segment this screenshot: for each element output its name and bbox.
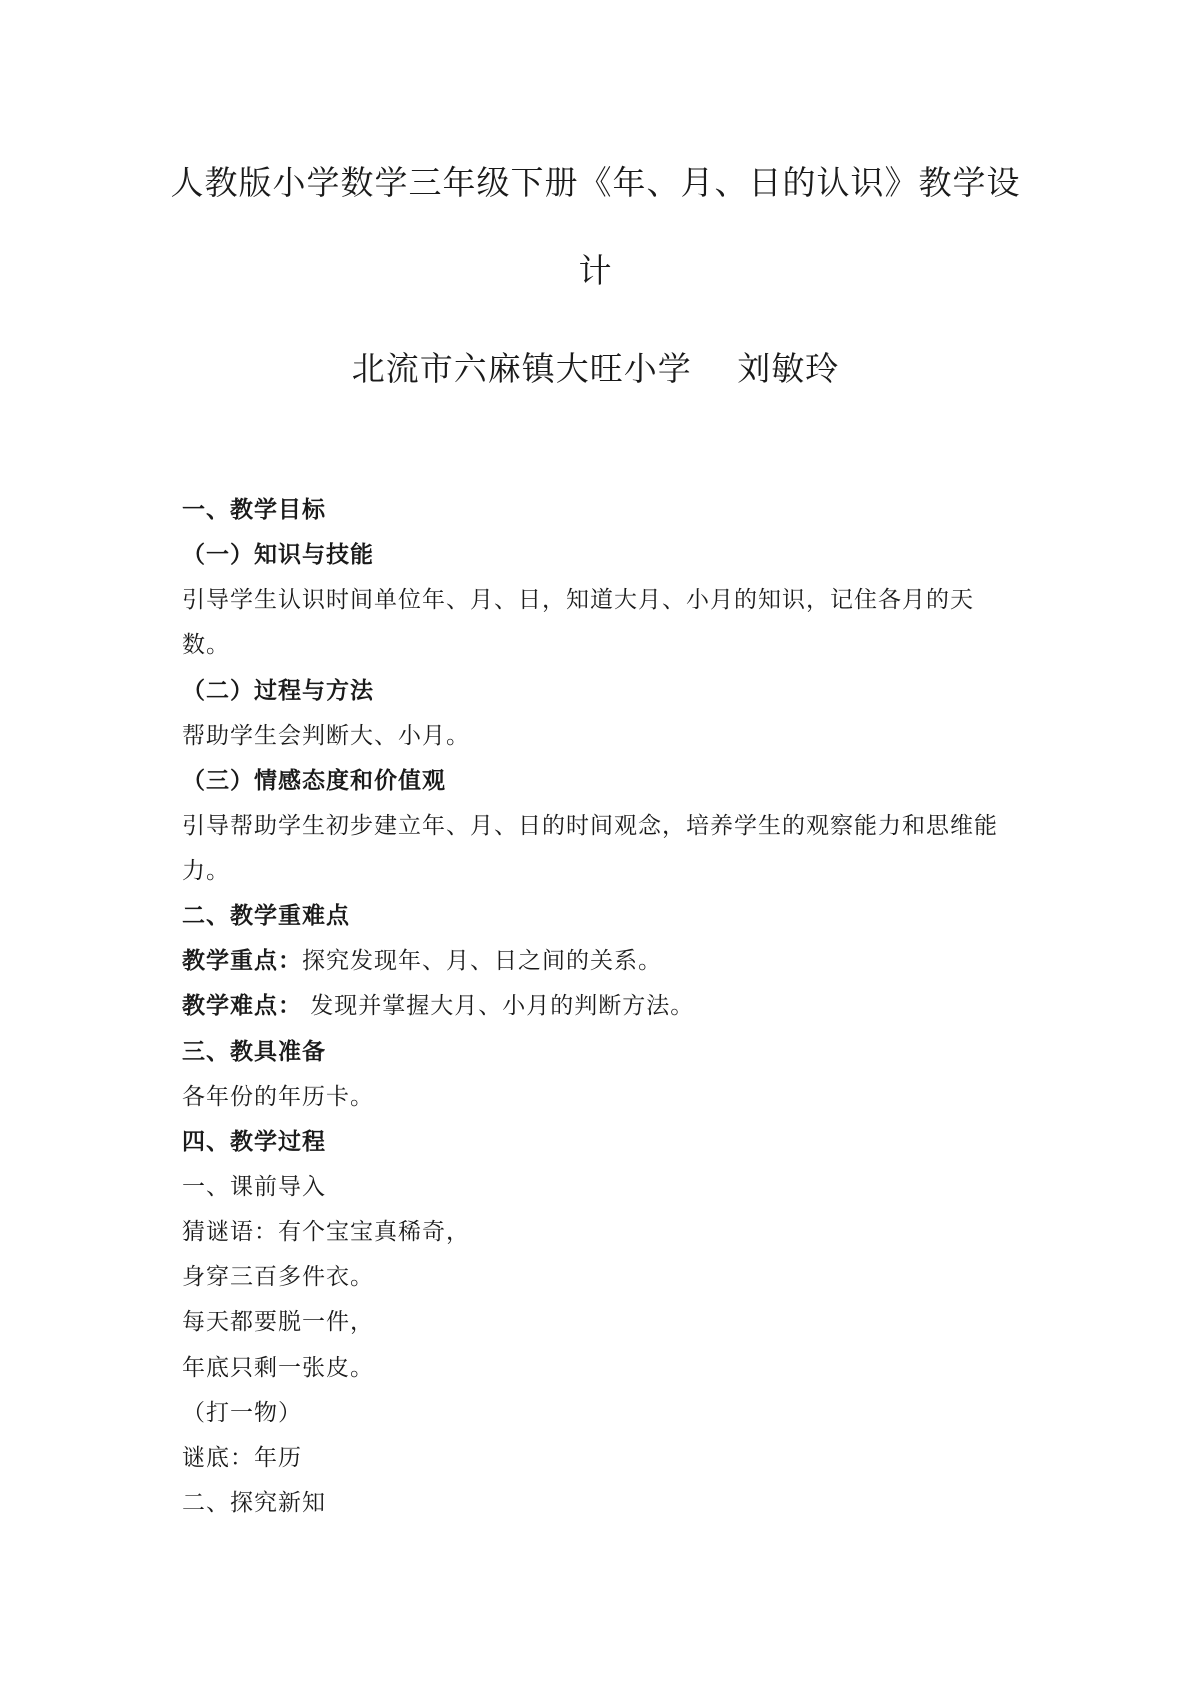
author-line: 北流市六麻镇大旺小学 刘敏玲 <box>351 349 840 388</box>
section-1-paragraph-2: 帮助学生会判断大、小月。 <box>182 723 470 749</box>
document-title-line-1: 人教版小学数学三年级下册《年、月、日的认识》教学设 <box>170 163 1021 202</box>
section-1-paragraph-3a: 引导帮助学生初步建立年、月、日的时间观念，培养学生的观察能力和思维能 <box>182 813 998 839</box>
key-point-text: 探究发现年、月、日之间的关系。 <box>302 948 662 974</box>
section-1-subheading-1: （一）知识与技能 <box>182 542 374 568</box>
section-3-paragraph: 各年份的年历卡。 <box>182 1084 374 1110</box>
section-4-heading: 四、教学过程 <box>182 1129 326 1155</box>
riddle-line-2: 身穿三百多件衣。 <box>182 1264 374 1290</box>
section-1-paragraph-1b: 数。 <box>182 632 230 658</box>
document-title-line-2: 计 <box>578 251 613 290</box>
difficult-point-text: 发现并掌握大月、小月的判断方法。 <box>302 993 695 1019</box>
section-1-paragraph-3b: 力。 <box>182 858 230 884</box>
riddle-line-3: 每天都要脱一件， <box>182 1309 374 1335</box>
section-1-subheading-3: （三）情感态度和价值观 <box>182 768 446 794</box>
riddle-line-4: 年底只剩一张皮。 <box>182 1355 374 1381</box>
section-1-subheading-2: （二）过程与方法 <box>182 678 374 704</box>
riddle-hint: （打一物） <box>182 1400 302 1426</box>
section-2-heading: 二、教学重难点 <box>182 903 350 929</box>
section-3-heading: 三、教具准备 <box>182 1039 326 1065</box>
riddle-answer: 谜底：年历 <box>182 1445 302 1471</box>
riddle-line-1: 猜谜语：有个宝宝真稀奇， <box>182 1219 470 1245</box>
section-4-step-1: 一、课前导入 <box>182 1174 326 1200</box>
section-1-paragraph-1a: 引导学生认识时间单位年、月、日，知道大月、小月的知识，记住各月的天 <box>182 587 974 613</box>
section-2-key-point <box>182 946 1022 976</box>
difficult-point-label: 教学难点： <box>182 993 302 1019</box>
key-point-label: 教学重点： <box>182 948 302 974</box>
section-4-step-2: 二、探究新知 <box>182 1490 326 1516</box>
section-2-difficult-point <box>182 991 1022 1021</box>
section-1-heading: 一、教学目标 <box>182 497 326 523</box>
